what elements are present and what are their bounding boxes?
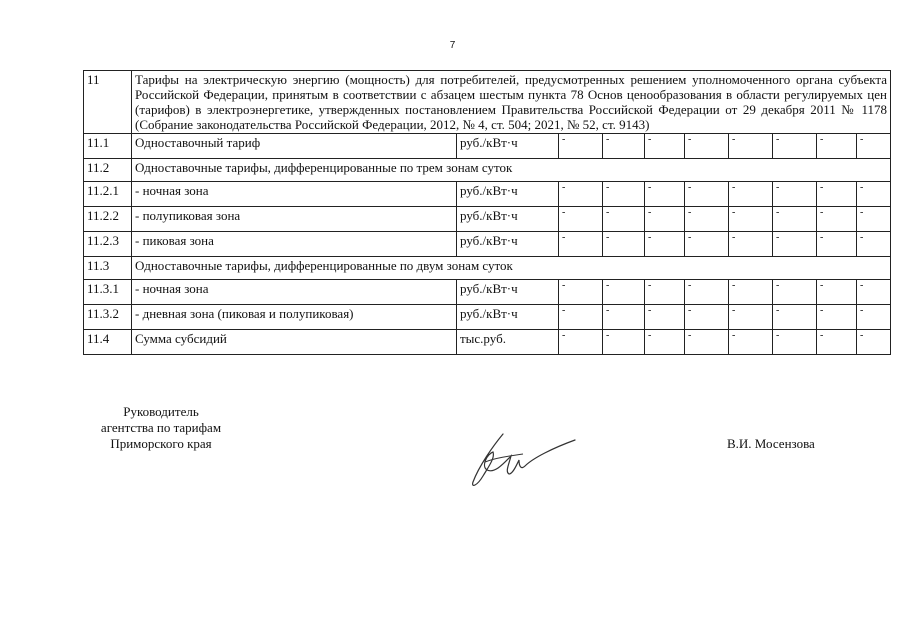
value-cell: - (817, 305, 857, 330)
value-cell: - (685, 134, 729, 159)
value-cell: - (685, 305, 729, 330)
row-description: Одноставочный тариф (132, 134, 457, 159)
row-number: 11.3 (84, 257, 132, 280)
value-cell: - (773, 134, 817, 159)
row-unit: руб./кВт·ч (457, 134, 559, 159)
value-cell: - (729, 134, 773, 159)
value-cell: - (729, 305, 773, 330)
value-cell: - (645, 305, 685, 330)
value-cell: - (559, 207, 603, 232)
row-unit: руб./кВт·ч (457, 207, 559, 232)
table-row (84, 159, 891, 182)
row-number: 11.2.3 (84, 232, 132, 257)
table-row (84, 182, 891, 207)
row-number: 11.2.1 (84, 182, 132, 207)
signer-title (86, 404, 236, 452)
row-unit: руб./кВт·ч (457, 280, 559, 305)
value-cell: - (685, 330, 729, 355)
value-cell: - (645, 232, 685, 257)
page-number: 7 (449, 40, 456, 51)
table-row (84, 207, 891, 232)
value-cell: - (559, 182, 603, 207)
value-cell: - (559, 134, 603, 159)
value-cell: - (857, 134, 891, 159)
value-cell: - (559, 305, 603, 330)
value-cell: - (603, 280, 645, 305)
row-description: Одноставочные тарифы, дифференцированные по двум зонам суток (132, 257, 891, 280)
value-cell: - (603, 134, 645, 159)
value-cell: - (857, 280, 891, 305)
value-cell: - (729, 330, 773, 355)
row-number: 11.4 (84, 330, 132, 355)
value-cell: - (685, 207, 729, 232)
row-description: - пиковая зона (132, 232, 457, 257)
value-cell: - (729, 280, 773, 305)
value-cell: - (729, 232, 773, 257)
value-cell: - (773, 305, 817, 330)
table-row (84, 330, 891, 355)
value-cell: - (857, 207, 891, 232)
value-cell: - (685, 280, 729, 305)
row-description: - ночная зона (132, 280, 457, 305)
value-cell: - (857, 330, 891, 355)
value-cell: - (773, 182, 817, 207)
value-cell: - (857, 232, 891, 257)
row-description: Тарифы на электрическую энергию (мощность) для потребителей, предусмотренных решением уполномоченного органа субъекта Российской Федерации, принятым в соответствии с абзацем шестым пункта 78 Основ ценообразования в области регулируемых цен (тарифов) в электроэнергетике, утвержденных постановлением Правительства Российской Федерации от 29 декабря 2011 № 1178 (Собрание законодательства Российской Федерации, 2012, № 4, ст. 504; 2021, № 52, ст. 9143) (132, 71, 891, 134)
value-cell: - (685, 232, 729, 257)
row-number: 11.2 (84, 159, 132, 182)
value-cell: - (603, 207, 645, 232)
value-cell: - (773, 207, 817, 232)
value-cell: - (603, 232, 645, 257)
value-cell: - (817, 280, 857, 305)
row-number: 11.3.1 (84, 280, 132, 305)
value-cell: - (857, 182, 891, 207)
value-cell: - (603, 330, 645, 355)
value-cell: - (559, 280, 603, 305)
row-number: 11.1 (84, 134, 132, 159)
table-row (84, 305, 891, 330)
value-cell: - (773, 330, 817, 355)
table-row (84, 280, 891, 305)
row-description: - ночная зона (132, 182, 457, 207)
value-cell: - (645, 280, 685, 305)
value-cell: - (817, 330, 857, 355)
row-unit: руб./кВт·ч (457, 305, 559, 330)
value-cell: - (603, 305, 645, 330)
value-cell: - (685, 182, 729, 207)
row-unit: руб./кВт·ч (457, 182, 559, 207)
signer-name: В.И. Мосензова (727, 436, 815, 451)
value-cell: - (645, 134, 685, 159)
row-unit: тыс.руб. (457, 330, 559, 355)
row-number: 11.2.2 (84, 207, 132, 232)
table-row (84, 134, 891, 159)
row-number: 11.3.2 (84, 305, 132, 330)
table-row (84, 232, 891, 257)
value-cell: - (645, 207, 685, 232)
value-cell: - (773, 232, 817, 257)
row-description: - полупиковая зона (132, 207, 457, 232)
signer-title-line: агентства по тарифам (100, 420, 222, 435)
value-cell: - (729, 182, 773, 207)
tariff-table (83, 70, 891, 355)
value-cell: - (817, 232, 857, 257)
value-cell: - (857, 305, 891, 330)
row-description: Сумма субсидий (132, 330, 457, 355)
table-row (84, 257, 891, 280)
value-cell: - (817, 182, 857, 207)
row-number: 11 (84, 71, 132, 134)
value-cell: - (773, 280, 817, 305)
signer-title-line: Приморского края (110, 436, 212, 451)
value-cell: - (559, 330, 603, 355)
value-cell: - (645, 182, 685, 207)
value-cell: - (729, 207, 773, 232)
handwritten-signature (465, 432, 580, 492)
row-unit: руб./кВт·ч (457, 232, 559, 257)
row-description: - дневная зона (пиковая и полупиковая) (132, 305, 457, 330)
table-row (84, 71, 891, 134)
value-cell: - (603, 182, 645, 207)
signer-title-line: Руководитель (123, 404, 199, 419)
value-cell: - (645, 330, 685, 355)
value-cell: - (817, 207, 857, 232)
value-cell: - (559, 232, 603, 257)
row-description: Одноставочные тарифы, дифференцированные по трем зонам суток (132, 159, 891, 182)
value-cell: - (817, 134, 857, 159)
